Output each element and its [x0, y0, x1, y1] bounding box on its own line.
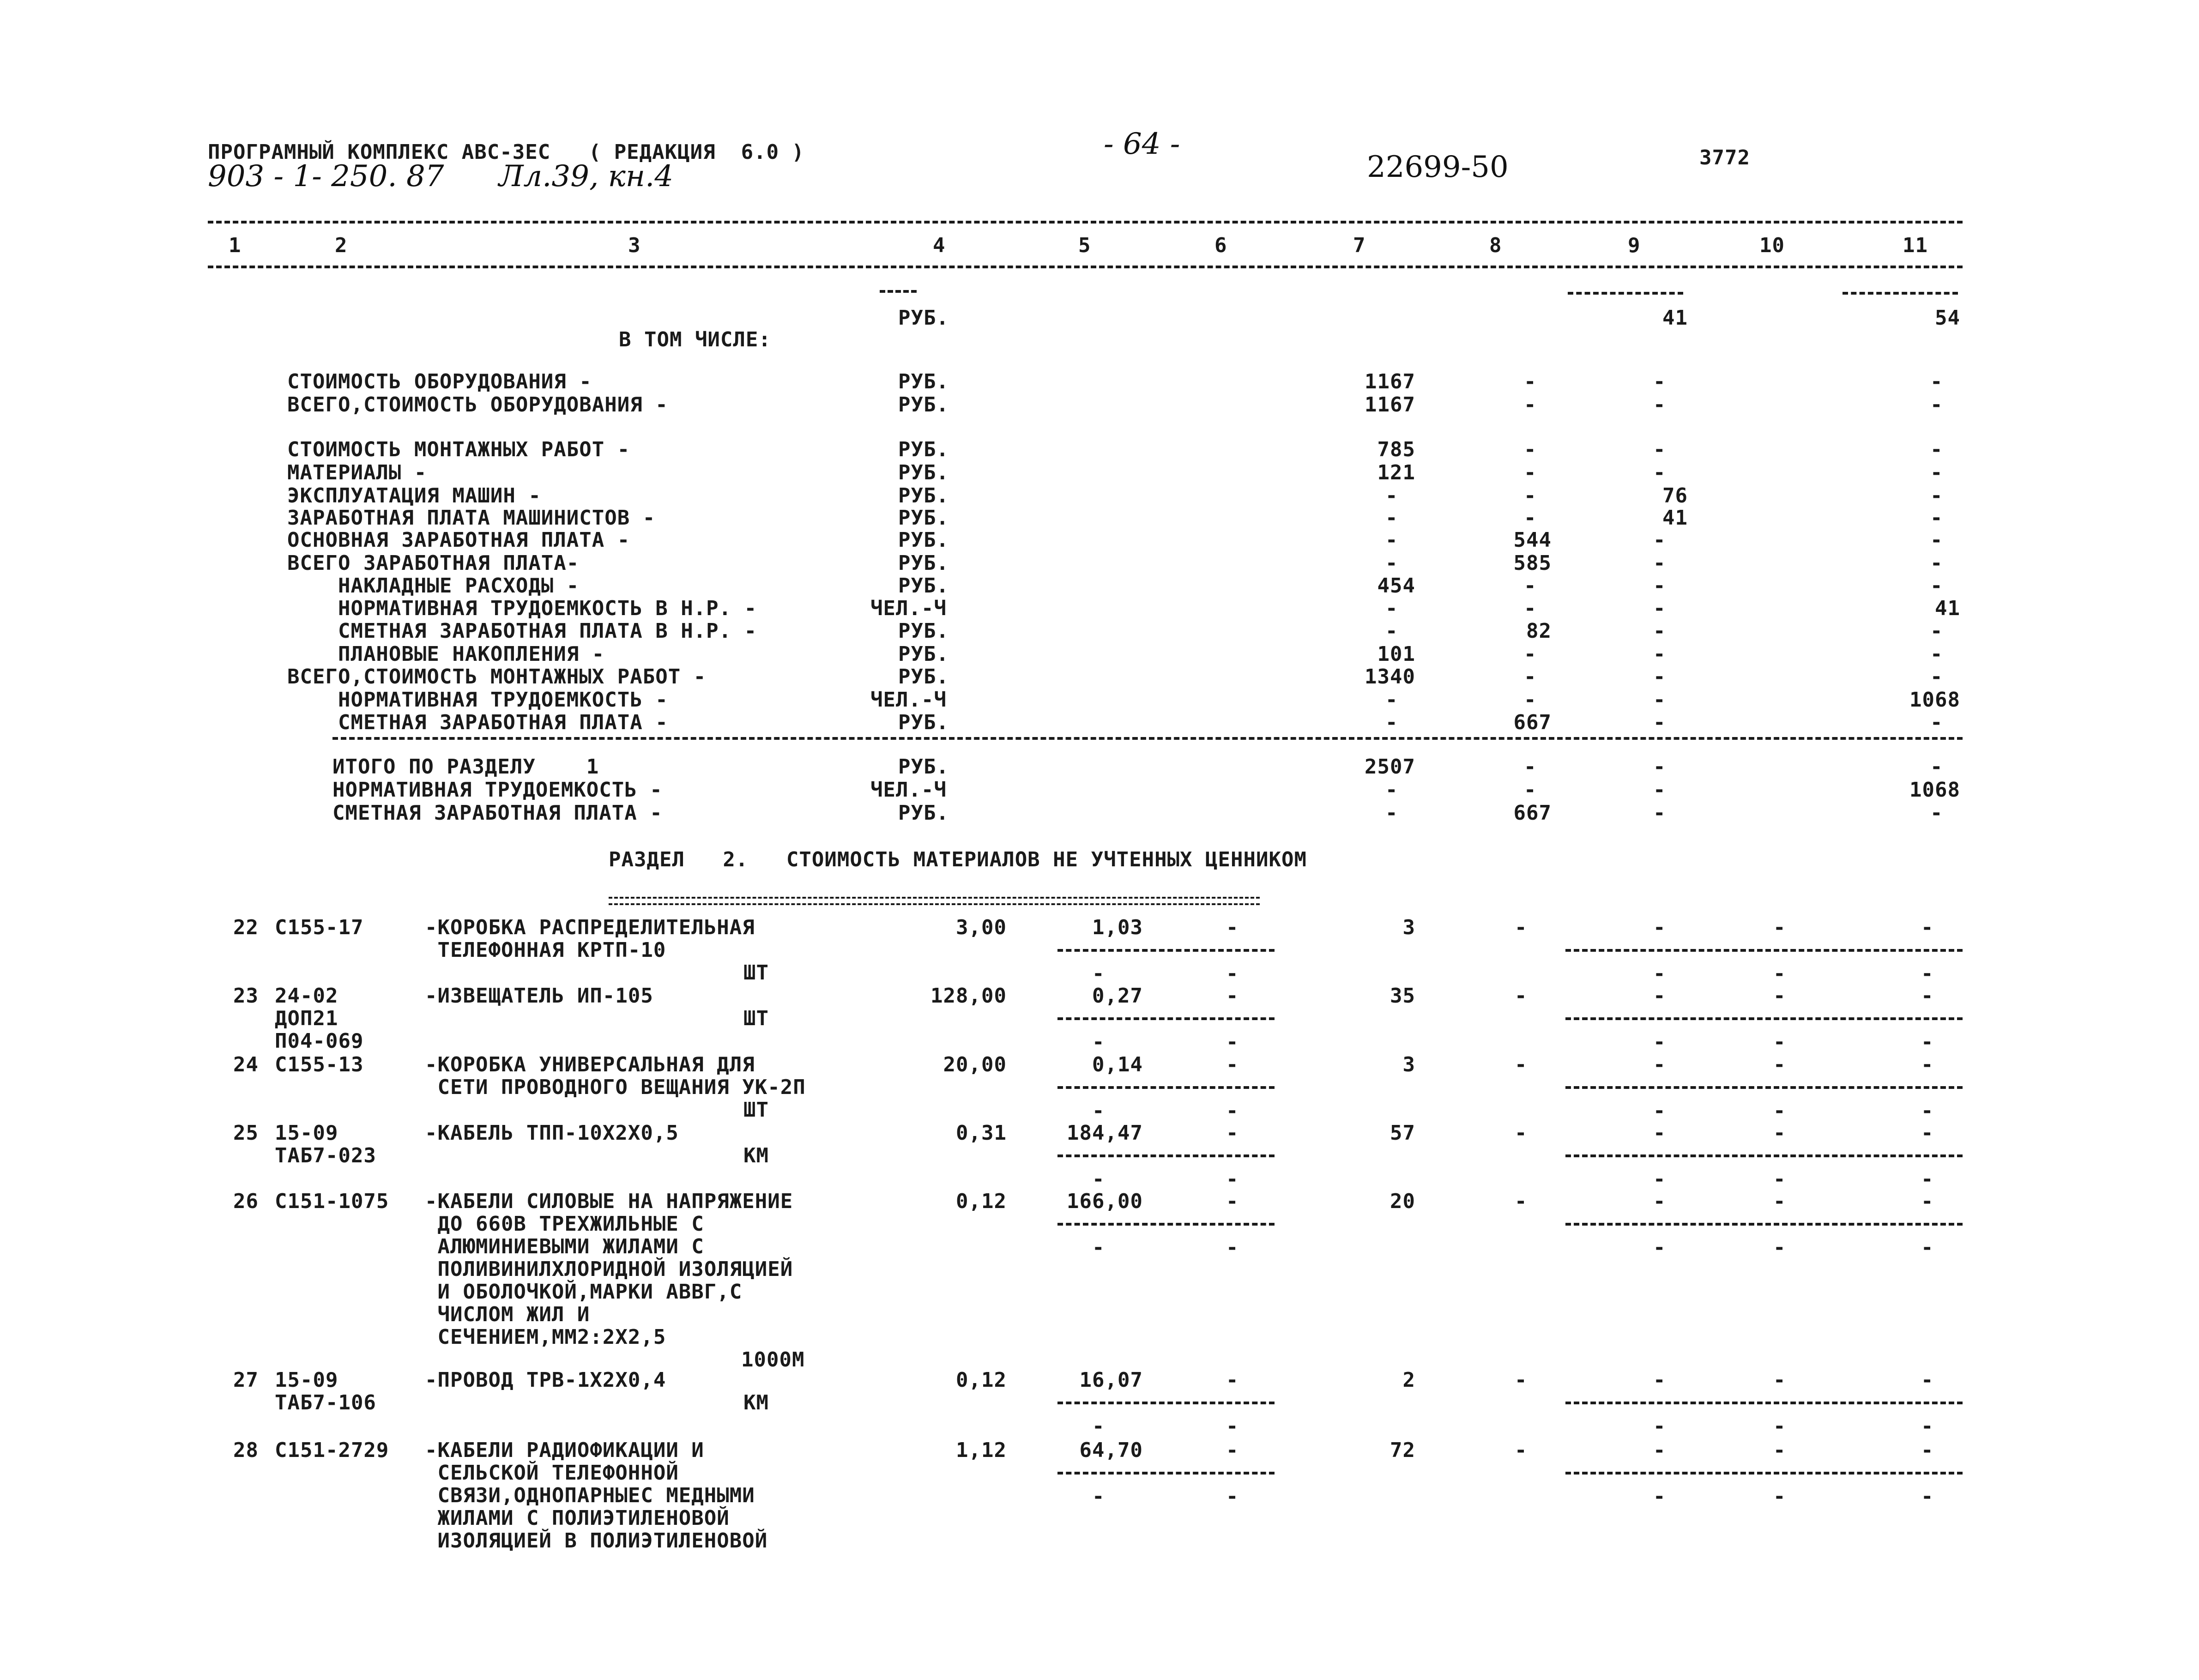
- item-unit: ШТ: [743, 1007, 769, 1030]
- item-number: 25: [233, 1121, 259, 1145]
- column-number-3: 3: [628, 234, 641, 257]
- item-unit: ШТ: [743, 961, 769, 985]
- item-subrow-dash: -: [1226, 1030, 1239, 1054]
- item-code: ТАБ7-106: [275, 1391, 376, 1414]
- section-total-unit: ЧЕЛ.-Ч: [870, 778, 947, 802]
- column-number-6: 6: [1214, 234, 1227, 257]
- item-col11: -: [1921, 984, 1934, 1008]
- item-subrow-dash: -: [1653, 1414, 1666, 1438]
- item-subrow-dash: -: [1226, 1414, 1239, 1438]
- summary-row-c11: -: [1930, 506, 1943, 530]
- summary-row-c9: -: [1653, 711, 1666, 734]
- item-code: 24-02: [275, 984, 338, 1008]
- item-total-cost: 3: [1402, 1053, 1415, 1076]
- item-quantity: 0,31: [956, 1121, 1007, 1145]
- item-col10: -: [1773, 1053, 1786, 1076]
- summary-row-c8: -: [1524, 597, 1537, 620]
- column-number-1: 1: [229, 234, 242, 257]
- item-name-line: ДО 660В ТРЕХЖИЛЬНЫЕ С: [425, 1212, 704, 1236]
- summary-row-c7: -: [1385, 619, 1398, 643]
- column-number-5: 5: [1078, 234, 1091, 257]
- summary-row-c9: -: [1653, 393, 1666, 417]
- summary-row-c9: 76: [1662, 484, 1688, 508]
- summary-row-c8: -: [1524, 688, 1537, 712]
- summary-total-rule: [332, 737, 1963, 740]
- item-col10: -: [1773, 984, 1786, 1008]
- summary-row-label: НОРМАТИВНАЯ ТРУДОЕМКОСТЬ -: [287, 688, 668, 712]
- item-code: С151-1075: [275, 1190, 389, 1213]
- item-name-line: ПОЛИВИНИЛХЛОРИДНОЙ ИЗОЛЯЦИЕЙ: [425, 1257, 793, 1281]
- section-total-c7: -: [1385, 778, 1398, 802]
- item-col10: -: [1773, 1190, 1786, 1213]
- item-code: ДОП21: [275, 1007, 338, 1030]
- item-col8: -: [1515, 1368, 1528, 1392]
- item-col11: -: [1921, 1438, 1934, 1462]
- item-unit-price: 0,14: [1092, 1053, 1143, 1076]
- summary-row-c11: -: [1930, 393, 1943, 417]
- item-col10: -: [1773, 916, 1786, 939]
- summary-row-c7: -: [1385, 597, 1398, 620]
- item-name-line: СЕЛЬСКОЙ ТЕЛЕФОННОЙ: [425, 1461, 679, 1485]
- item-name-line: СЕТИ ПРОВОДНОГО ВЕЩАНИЯ УК-2П: [425, 1076, 806, 1099]
- summary-row-unit: РУБ.: [898, 461, 949, 484]
- item-unit-price: 166,00: [1067, 1190, 1143, 1213]
- summary-row-c11: -: [1930, 642, 1943, 666]
- summary-row-label: НОРМАТИВНАЯ ТРУДОЕМКОСТЬ В Н.Р. -: [287, 597, 757, 620]
- item-subrow-dash: -: [1092, 1236, 1105, 1259]
- item-col10: -: [1773, 1438, 1786, 1462]
- summary-row-label: ОСНОВНАЯ ЗАРАБОТНАЯ ПЛАТА -: [287, 528, 630, 552]
- section-total-c11: -: [1930, 801, 1943, 825]
- summary-row-c11: -: [1930, 711, 1943, 734]
- summary-row-c11: -: [1930, 551, 1943, 575]
- item-subrule-left: [1057, 949, 1275, 952]
- item-col6: -: [1226, 1121, 1239, 1145]
- item-subrow-dash: -: [1092, 1485, 1105, 1508]
- item-code: ТАБ7-023: [275, 1144, 376, 1167]
- rule-col9-short: [1568, 292, 1683, 295]
- item-code: С155-17: [275, 916, 364, 939]
- summary-row-unit: РУБ.: [898, 665, 949, 689]
- item-subrow-dash: -: [1921, 1414, 1934, 1438]
- item-subrow-dash: -: [1773, 1030, 1786, 1054]
- item-total-cost: 72: [1390, 1438, 1415, 1462]
- item-subrow-dash: -: [1092, 1414, 1105, 1438]
- summary-row-c8: 585: [1513, 551, 1552, 575]
- item-subrow-dash: -: [1226, 1236, 1239, 1259]
- item-subrule-left: [1057, 1154, 1275, 1157]
- summary-row-label: ВСЕГО ЗАРАБОТНАЯ ПЛАТА-: [287, 551, 580, 575]
- item-subrow-dash: -: [1092, 1099, 1105, 1123]
- item-subrule-left: [1057, 1086, 1275, 1089]
- item-subrow-dash: -: [1092, 962, 1105, 985]
- section-total-c7: -: [1385, 801, 1398, 825]
- item-subrow-dash: -: [1653, 1485, 1666, 1508]
- section-total-c7: 2507: [1365, 755, 1415, 779]
- summary-row-unit: РУБ.: [898, 528, 949, 552]
- item-col6: -: [1226, 1438, 1239, 1462]
- item-subrule-right: [1565, 1472, 1963, 1475]
- summary-row-c7: 1167: [1365, 393, 1415, 417]
- header-rule-top: [208, 221, 1963, 224]
- summary-row-c7: -: [1385, 484, 1398, 508]
- item-unit: ШТ: [743, 1098, 769, 1122]
- summary-row-c11: -: [1930, 574, 1943, 598]
- summary-row-unit: РУБ.: [898, 642, 949, 666]
- item-name-line: СЕЧЕНИЕМ,ММ2:2Х2,5: [425, 1325, 666, 1349]
- summary-row-unit: ЧЕЛ.-Ч: [870, 688, 947, 712]
- item-subrule-right: [1565, 1223, 1963, 1226]
- item-subrule-left: [1057, 1472, 1275, 1475]
- item-subrow-dash: -: [1773, 962, 1786, 985]
- section-total-c9: -: [1653, 778, 1666, 802]
- item-name-line: АЛЮМИНИЕВЫМИ ЖИЛАМИ С: [425, 1235, 704, 1258]
- item-name-line: ИЗОЛЯЦИЕЙ В ПОЛИЭТИЛЕНОВОЙ: [425, 1529, 768, 1553]
- item-subrule-right: [1565, 1154, 1963, 1157]
- item-unit-price: 184,47: [1067, 1121, 1143, 1145]
- item-subrow-dash: -: [1653, 1167, 1666, 1191]
- item-col8: -: [1515, 916, 1528, 939]
- item-name-line: -ИЗВЕЩАТЕЛЬ ИП-105: [425, 984, 653, 1008]
- section-total-c8: -: [1524, 755, 1537, 779]
- item-subrow-dash: -: [1773, 1485, 1786, 1508]
- item-name-line: ТЕЛЕФОННАЯ КРТП-10: [425, 938, 666, 962]
- summary-row-c9: -: [1653, 642, 1666, 666]
- item-quantity: 0,12: [956, 1368, 1007, 1392]
- item-name-line: И ОБОЛОЧКОЙ,МАРКИ АВВГ,С: [425, 1280, 743, 1304]
- summary-row-c8: -: [1524, 574, 1537, 598]
- item-col8: -: [1515, 984, 1528, 1008]
- item-total-cost: 35: [1390, 984, 1415, 1008]
- summary-row-c7: -: [1385, 528, 1398, 552]
- item-unit-price: 16,07: [1079, 1368, 1143, 1392]
- section-total-unit: РУБ.: [898, 755, 949, 779]
- total-unit: РУБ.: [898, 306, 949, 330]
- item-name-line: ЖИЛАМИ С ПОЛИЭТИЛЕНОВОЙ: [425, 1506, 730, 1530]
- summary-row-unit: РУБ.: [898, 711, 949, 734]
- summary-row-c7: 1340: [1365, 665, 1415, 689]
- summary-row-unit: РУБ.: [898, 619, 949, 643]
- section-total-unit: РУБ.: [898, 801, 949, 825]
- summary-row-c7: -: [1385, 688, 1398, 712]
- section-total-label: СМЕТНАЯ ЗАРАБОТНАЯ ПЛАТА -: [332, 801, 663, 825]
- summary-row-c9: -: [1653, 688, 1666, 712]
- item-subrow-dash: -: [1773, 1414, 1786, 1438]
- item-quantity: 0,12: [956, 1190, 1007, 1213]
- item-subrow-dash: -: [1226, 962, 1239, 985]
- item-subrow-dash: -: [1653, 1099, 1666, 1123]
- item-subrow-dash: -: [1092, 1030, 1105, 1054]
- summary-row-unit: РУБ.: [898, 484, 949, 508]
- summary-row-c9: -: [1653, 574, 1666, 598]
- summary-row-c9: -: [1653, 597, 1666, 620]
- summary-row-c8: -: [1524, 642, 1537, 666]
- column-number-7: 7: [1353, 234, 1366, 257]
- section-total-c11: 1068: [1909, 778, 1960, 802]
- item-quantity: 20,00: [943, 1053, 1007, 1076]
- summary-row-c9: -: [1653, 528, 1666, 552]
- including-heading: В ТОМ ЧИСЛЕ:: [619, 328, 771, 351]
- item-total-cost: 3: [1402, 916, 1415, 939]
- item-col6: -: [1226, 984, 1239, 1008]
- item-number: 24: [233, 1053, 259, 1076]
- section-total-c9: -: [1653, 801, 1666, 825]
- section-total-c11: -: [1930, 755, 1943, 779]
- summary-row-c7: -: [1385, 711, 1398, 734]
- section-total-c9: -: [1653, 755, 1666, 779]
- item-subrule-left: [1057, 1017, 1275, 1020]
- summary-row-c7: -: [1385, 551, 1398, 575]
- summary-row-label: ВСЕГО,СТОИМОСТЬ МОНТАЖНЫХ РАБОТ -: [287, 665, 707, 689]
- item-code: С151-2729: [275, 1438, 389, 1462]
- summary-row-c9: -: [1653, 551, 1666, 575]
- summary-row-c9: -: [1653, 438, 1666, 461]
- item-col9: -: [1653, 1190, 1666, 1213]
- summary-row-label: ЭКСПЛУАТАЦИЯ МАШИН -: [287, 484, 541, 508]
- item-subrow-dash: -: [1921, 1485, 1934, 1508]
- item-col9: -: [1653, 1053, 1666, 1076]
- document-number: 22699-50: [1367, 150, 1509, 184]
- item-subrow-dash: -: [1092, 1167, 1105, 1191]
- item-unit-price: 1,03: [1092, 916, 1143, 939]
- item-col11: -: [1921, 1121, 1934, 1145]
- project-number: 903 - 1- 250. 87: [208, 159, 444, 193]
- column-number-8: 8: [1489, 234, 1502, 257]
- item-col11: -: [1921, 1190, 1934, 1213]
- item-number: 26: [233, 1190, 259, 1213]
- item-col6: -: [1226, 1053, 1239, 1076]
- section-total-label: ИТОГО ПО РАЗДЕЛУ 1: [332, 755, 599, 779]
- column-number-11: 11: [1903, 234, 1928, 257]
- item-name-line: -КОРОБКА РАСПРЕДЕЛИТЕЛЬНАЯ: [425, 916, 755, 939]
- summary-row-label: ЗАРАБОТНАЯ ПЛАТА МАШИНИСТОВ -: [287, 506, 656, 530]
- item-subrow-dash: -: [1773, 1236, 1786, 1259]
- rule-col11-short: [1843, 292, 1958, 295]
- summary-row-c8: -: [1524, 438, 1537, 461]
- item-number: 23: [233, 984, 259, 1008]
- item-code: С155-13: [275, 1053, 364, 1076]
- sheet-reference: Лл.39, кн.4: [499, 159, 674, 193]
- item-col8: -: [1515, 1438, 1528, 1462]
- summary-row-unit: РУБ.: [898, 574, 949, 598]
- item-subrow-dash: -: [1773, 1167, 1786, 1191]
- summary-row-c9: -: [1653, 619, 1666, 643]
- summary-row-c7: 101: [1377, 642, 1415, 666]
- item-number: 28: [233, 1438, 259, 1462]
- item-subrule-left: [1057, 1223, 1275, 1226]
- item-total-cost: 2: [1402, 1368, 1415, 1392]
- item-name-line: -КАБЕЛИ РАДИОФИКАЦИИ И: [425, 1438, 704, 1462]
- item-col11: -: [1921, 1053, 1934, 1076]
- item-quantity: 128,00: [930, 984, 1007, 1008]
- summary-row-unit: ЧЕЛ.-Ч: [870, 597, 947, 620]
- column-number-10: 10: [1759, 234, 1785, 257]
- header-rule-bottom: [208, 266, 1963, 268]
- item-number: 27: [233, 1368, 259, 1392]
- item-subrule-right: [1565, 949, 1963, 952]
- item-subrow-dash: -: [1921, 1030, 1934, 1054]
- section-2-title-underline: [609, 897, 1260, 905]
- summary-row-label: СТОИМОСТЬ ОБОРУДОВАНИЯ -: [287, 370, 592, 393]
- item-col8: -: [1515, 1121, 1528, 1145]
- item-subrow-dash: -: [1226, 1099, 1239, 1123]
- page-number: - 64 -: [1104, 127, 1180, 161]
- summary-row-c11: -: [1930, 665, 1943, 689]
- section-2-title: РАЗДЕЛ 2. СТОИМОСТЬ МАТЕРИАЛОВ НЕ УЧТЕННЫХ ЦЕННИКОМ: [609, 848, 1307, 871]
- item-quantity: 1,12: [956, 1438, 1007, 1462]
- summary-row-c11: -: [1930, 461, 1943, 484]
- summary-row-c11: 1068: [1909, 688, 1960, 712]
- summary-row-c8: -: [1524, 393, 1537, 417]
- summary-row-unit: РУБ.: [898, 393, 949, 417]
- summary-row-c7: 785: [1377, 438, 1415, 461]
- summary-row-unit: РУБ.: [898, 551, 949, 575]
- item-col11: -: [1921, 1368, 1934, 1392]
- item-col6: -: [1226, 1368, 1239, 1392]
- item-subrule-left: [1057, 1402, 1275, 1404]
- summary-row-c8: -: [1524, 461, 1537, 484]
- total-col9: 41: [1662, 306, 1688, 330]
- item-col9: -: [1653, 1438, 1666, 1462]
- summary-row-c9: -: [1653, 665, 1666, 689]
- summary-row-c8: -: [1524, 506, 1537, 530]
- item-col10: -: [1773, 1368, 1786, 1392]
- item-col9: -: [1653, 984, 1666, 1008]
- summary-row-c8: 544: [1513, 528, 1552, 552]
- item-subrow-dash: -: [1773, 1099, 1786, 1123]
- item-col8: -: [1515, 1053, 1528, 1076]
- summary-row-unit: РУБ.: [898, 438, 949, 461]
- column-number-4: 4: [933, 234, 946, 257]
- item-name-line: -ПРОВОД ТРВ-1Х2Х0,4: [425, 1368, 666, 1392]
- item-quantity: 3,00: [956, 916, 1007, 939]
- column-number-9: 9: [1628, 234, 1641, 257]
- summary-row-c7: 1167: [1365, 370, 1415, 393]
- summary-row-label: НАКЛАДНЫЕ РАСХОДЫ -: [287, 574, 580, 598]
- item-subrow-dash: -: [1921, 962, 1934, 985]
- summary-row-c11: -: [1930, 484, 1943, 508]
- item-subrule-right: [1565, 1402, 1963, 1404]
- document-code: 3772: [1699, 146, 1750, 169]
- item-unit-price: 0,27: [1092, 984, 1143, 1008]
- item-col10: -: [1773, 1121, 1786, 1145]
- summary-row-c11: 41: [1935, 597, 1960, 620]
- item-code: 15-09: [275, 1121, 338, 1145]
- summary-row-c7: 454: [1377, 574, 1415, 598]
- summary-row-label: СТОИМОСТЬ МОНТАЖНЫХ РАБОТ -: [287, 438, 630, 461]
- item-unit: КМ: [743, 1144, 769, 1167]
- summary-row-label: СМЕТНАЯ ЗАРАБОТНАЯ ПЛАТА В Н.Р. -: [287, 619, 757, 643]
- item-unit: КМ: [743, 1391, 769, 1414]
- item-total-cost: 57: [1390, 1121, 1415, 1145]
- summary-row-unit: РУБ.: [898, 506, 949, 530]
- item-col9: -: [1653, 916, 1666, 939]
- item-col6: -: [1226, 916, 1239, 939]
- item-code: П04-069: [275, 1029, 364, 1053]
- summary-row-c8: 82: [1526, 619, 1552, 643]
- item-subrow-dash: -: [1921, 1167, 1934, 1191]
- item-col6: -: [1226, 1190, 1239, 1213]
- item-col11: -: [1921, 916, 1934, 939]
- item-unit: 1000М: [741, 1348, 805, 1372]
- item-subrow-dash: -: [1921, 1099, 1934, 1123]
- item-subrow-dash: -: [1653, 962, 1666, 985]
- summary-row-c9: -: [1653, 370, 1666, 393]
- total-col11: 54: [1935, 306, 1960, 330]
- summary-row-label: МАТЕРИАЛЫ -: [287, 461, 427, 484]
- item-col8: -: [1515, 1190, 1528, 1213]
- item-subrow-dash: -: [1921, 1236, 1934, 1259]
- summary-row-c9: -: [1653, 461, 1666, 484]
- summary-row-c11: -: [1930, 370, 1943, 393]
- item-name-line: ЧИСЛОМ ЖИЛ И: [425, 1303, 590, 1326]
- item-subrow-dash: -: [1653, 1030, 1666, 1054]
- item-name-line: -КАБЕЛИ СИЛОВЫЕ НА НАПРЯЖЕНИЕ: [425, 1190, 793, 1213]
- item-subrow-dash: -: [1226, 1167, 1239, 1191]
- rule-col4-short: [880, 290, 917, 293]
- item-subrule-right: [1565, 1086, 1963, 1089]
- item-number: 22: [233, 916, 259, 939]
- item-subrow-dash: -: [1226, 1485, 1239, 1508]
- item-col9: -: [1653, 1368, 1666, 1392]
- summary-row-c8: -: [1524, 484, 1537, 508]
- summary-row-c8: 667: [1513, 711, 1552, 734]
- summary-row-c11: -: [1930, 619, 1943, 643]
- item-unit-price: 64,70: [1079, 1438, 1143, 1462]
- summary-row-c7: -: [1385, 506, 1398, 530]
- summary-row-c9: 41: [1662, 506, 1688, 530]
- item-name-line: -КОРОБКА УНИВЕРСАЛЬНАЯ ДЛЯ: [425, 1053, 755, 1076]
- summary-row-label: ПЛАНОВЫЕ НАКОПЛЕНИЯ -: [287, 642, 605, 666]
- item-col9: -: [1653, 1121, 1666, 1145]
- item-name-line: -КАБЕЛЬ ТПП-10Х2Х0,5: [425, 1121, 679, 1145]
- summary-row-label: СМЕТНАЯ ЗАРАБОТНАЯ ПЛАТА -: [287, 711, 668, 734]
- item-subrow-dash: -: [1653, 1236, 1666, 1259]
- summary-row-c11: -: [1930, 528, 1943, 552]
- item-total-cost: 20: [1390, 1190, 1415, 1213]
- summary-row-label: ВСЕГО,СТОИМОСТЬ ОБОРУДОВАНИЯ -: [287, 393, 668, 417]
- item-subrule-right: [1565, 1017, 1963, 1020]
- program-title: ПРОГРАМНЫЙ КОМПЛЕКС АВС-ЗЕС ( РЕДАКЦИЯ 6.0 ): [208, 140, 805, 164]
- summary-row-c8: -: [1524, 665, 1537, 689]
- summary-row-unit: РУБ.: [898, 370, 949, 393]
- section-total-c8: -: [1524, 778, 1537, 802]
- section-total-label: НОРМАТИВНАЯ ТРУДОЕМКОСТЬ -: [332, 778, 663, 802]
- summary-row-c7: 121: [1377, 461, 1415, 484]
- summary-row-c11: -: [1930, 438, 1943, 461]
- item-name-line: СВЯЗИ,ОДНОПАРНЫЕС МЕДНЫМИ: [425, 1484, 755, 1507]
- item-code: 15-09: [275, 1368, 338, 1392]
- section-total-c8: 667: [1513, 801, 1552, 825]
- column-number-2: 2: [335, 234, 348, 257]
- summary-row-c8: -: [1524, 370, 1537, 393]
